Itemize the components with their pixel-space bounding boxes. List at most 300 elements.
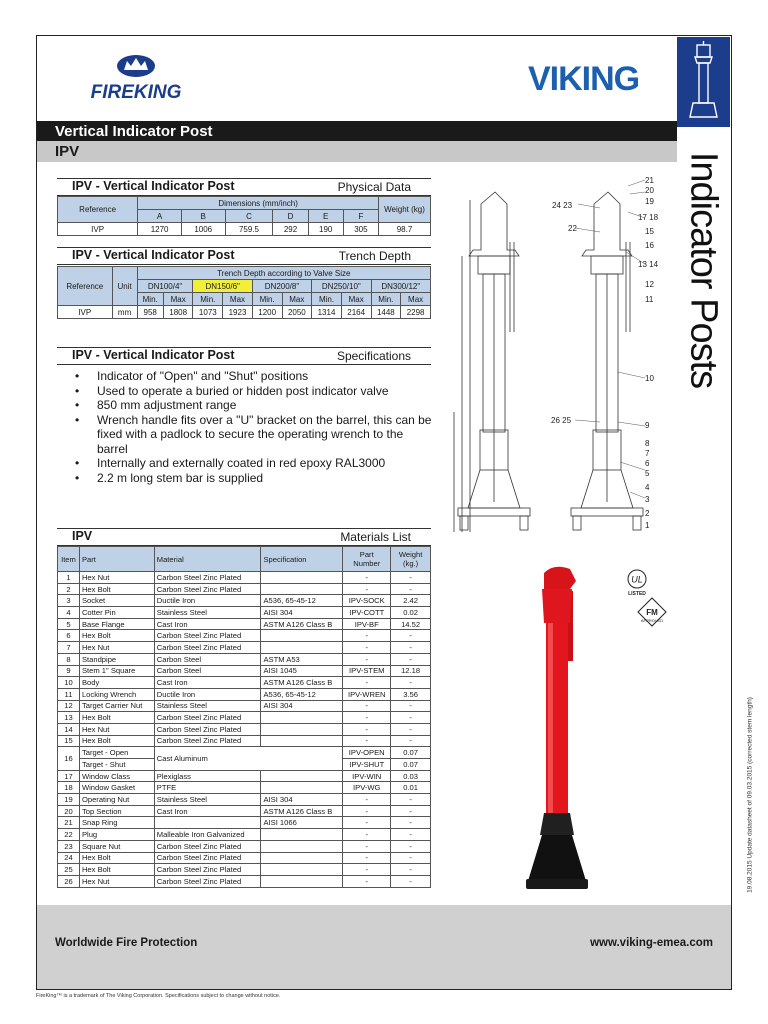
cell: mm <box>112 306 137 319</box>
cell: - <box>391 712 431 724</box>
trench-depth-header <box>57 247 431 265</box>
col-d: D <box>273 210 308 223</box>
cell: ASTM A126 Class B <box>261 618 343 630</box>
cell: Cast Iron <box>154 618 261 630</box>
trademark-notice: FireKing™ is a trademark of The Viking Corporation. Specifications subject to change without notice. <box>36 993 281 999</box>
cell: - <box>343 712 391 724</box>
cell: Cast Iron <box>154 677 261 689</box>
cell: 305 <box>343 223 378 236</box>
cell: Carbon Steel <box>154 653 261 665</box>
col-min: Min. <box>252 293 282 306</box>
physical-data-title: IPV - Vertical Indicator Post <box>72 179 235 193</box>
svg-text:13 14: 13 14 <box>638 260 659 269</box>
cell: IPV-COTT <box>343 607 391 619</box>
col-weight: Weight (kg) <box>379 197 431 223</box>
cell <box>261 770 343 782</box>
cell: Carbon Steel Zinc Plated <box>154 852 261 864</box>
table-row <box>58 583 431 595</box>
cell: 1200 <box>252 306 282 319</box>
cell: - <box>391 700 431 712</box>
cell: 190 <box>308 223 343 236</box>
revision-note: 19.08.2015 Update datasheet of 09.03.2015 (corrected stem length) <box>746 697 754 893</box>
cell: 19 <box>58 794 80 806</box>
cell: 1314 <box>312 306 342 319</box>
table-row <box>58 630 431 642</box>
col-e: E <box>308 210 343 223</box>
cell: - <box>343 829 391 841</box>
cell: 4 <box>58 607 80 619</box>
col-part-number: Part Number <box>343 547 391 572</box>
materials-title: IPV <box>72 529 93 543</box>
table-row <box>58 700 431 712</box>
cell: - <box>391 817 431 829</box>
cell: IPV-OPEN <box>343 747 391 759</box>
cell: 12 <box>58 700 80 712</box>
table-row <box>58 782 431 794</box>
cell: 21 <box>58 817 80 829</box>
trench-depth-label: Trench Depth <box>338 249 411 263</box>
cell: - <box>391 852 431 864</box>
cell: IPV-SHUT <box>343 759 391 771</box>
table-row <box>58 840 431 852</box>
list-item: • 850 mm adjustment range <box>75 398 435 413</box>
materials-header <box>57 528 431 546</box>
cell: IPV-SOCK <box>343 595 391 607</box>
cell: Snap Ring <box>79 817 154 829</box>
col-c: C <box>225 210 273 223</box>
cell: Stainless Steel <box>154 700 261 712</box>
specifications-header <box>57 347 431 365</box>
col-material: Material <box>154 547 261 572</box>
col-dn100: DN100/4" <box>137 280 193 293</box>
cell: - <box>343 805 391 817</box>
viking-logo <box>528 58 676 98</box>
materials-label: Materials List <box>340 530 411 544</box>
cell: Hex Nut <box>79 723 154 735</box>
cell <box>154 817 261 829</box>
col-dn200: DN200/8" <box>252 280 311 293</box>
svg-text:UL: UL <box>631 574 643 585</box>
col-dimensions: Dimensions (mm/inch) <box>138 197 379 210</box>
cell: 26 <box>58 875 80 887</box>
cell: IPV-BF <box>343 618 391 630</box>
footer-website-link[interactable]: www.viking-emea.com <box>590 937 713 949</box>
table-row <box>58 223 431 236</box>
product-photo <box>518 563 610 895</box>
cell: Carbon Steel Zinc Plated <box>154 875 261 887</box>
cell: 292 <box>273 223 308 236</box>
cell: Malleable Iron Galvanized <box>154 829 261 841</box>
cell: Stem 1" Square <box>79 665 154 677</box>
cell <box>261 840 343 852</box>
cell: A536, 65-45-12 <box>261 595 343 607</box>
footer-tagline: Worldwide Fire Protection <box>55 937 198 949</box>
cell: - <box>391 723 431 735</box>
cell: IPV-WIN <box>343 770 391 782</box>
cell: - <box>391 653 431 665</box>
cell: Carbon Steel Zinc Plated <box>154 712 261 724</box>
cell: IPV-WREN <box>343 688 391 700</box>
cell <box>261 852 343 864</box>
table-row <box>58 829 431 841</box>
cell: Base Flange <box>79 618 154 630</box>
cell: Ductile Iron <box>154 688 261 700</box>
cell: 12.18 <box>391 665 431 677</box>
svg-text:1: 1 <box>645 521 650 530</box>
cell: AISI 1045 <box>261 665 343 677</box>
cell: 3.56 <box>391 688 431 700</box>
cell: - <box>343 735 391 747</box>
col-weight: Weight (kg.) <box>391 547 431 572</box>
cell: 23 <box>58 840 80 852</box>
cell: Cast Iron <box>154 805 261 817</box>
col-trench-group: Trench Depth according to Valve Size <box>137 267 430 280</box>
cell: - <box>391 572 431 584</box>
table-row <box>58 794 431 806</box>
cell: 20 <box>58 805 80 817</box>
cell: - <box>343 723 391 735</box>
trench-depth-table <box>57 266 431 319</box>
cell: 22 <box>58 829 80 841</box>
cell: - <box>391 805 431 817</box>
cell: Carbon Steel Zinc Plated <box>154 642 261 654</box>
indicator-post-icon <box>677 37 730 127</box>
cell: 1808 <box>163 306 193 319</box>
cell: 5 <box>58 618 80 630</box>
cell <box>261 572 343 584</box>
cell: 98.7 <box>379 223 431 236</box>
cell: 2164 <box>341 306 371 319</box>
cell: 1073 <box>193 306 223 319</box>
list-item: • Used to operate a buried or hidden post indicator valve <box>75 384 435 399</box>
cell: 2298 <box>401 306 431 319</box>
cell: - <box>343 794 391 806</box>
svg-text:16: 16 <box>645 241 654 250</box>
table-row <box>58 817 431 829</box>
cell: Square Nut <box>79 840 154 852</box>
cell: - <box>343 642 391 654</box>
cell <box>261 723 343 735</box>
svg-text:11: 11 <box>645 295 654 304</box>
cell: 1006 <box>181 223 225 236</box>
cell: Stainless Steel <box>154 794 261 806</box>
cell: AISI 1066 <box>261 817 343 829</box>
cell: Carbon Steel <box>154 665 261 677</box>
cell: Hex Bolt <box>79 852 154 864</box>
cell: IPV-STEM <box>343 665 391 677</box>
cell: 18 <box>58 782 80 794</box>
cell: 0.02 <box>391 607 431 619</box>
materials-table <box>57 546 431 888</box>
page-subtitle: IPV <box>37 141 677 162</box>
cell: - <box>343 700 391 712</box>
cell: - <box>343 583 391 595</box>
cell <box>261 735 343 747</box>
cell: 3 <box>58 595 80 607</box>
table-row <box>58 653 431 665</box>
col-min: Min. <box>312 293 342 306</box>
cell: 14 <box>58 723 80 735</box>
cell: Carbon Steel Zinc Plated <box>154 723 261 735</box>
table-row <box>58 875 431 887</box>
side-title: Indicator Posts <box>682 151 725 389</box>
physical-data-table <box>57 196 431 236</box>
col-max: Max <box>341 293 371 306</box>
svg-text:8: 8 <box>645 439 650 448</box>
cell: 7 <box>58 642 80 654</box>
col-specification: Specification <box>261 547 343 572</box>
cell: 0.07 <box>391 747 431 759</box>
col-dn150: DN150/6" <box>193 280 252 293</box>
cell: - <box>343 653 391 665</box>
cell: IPV-WG <box>343 782 391 794</box>
cell: AISI 304 <box>261 700 343 712</box>
col-min: Min. <box>193 293 223 306</box>
cell: Carbon Steel Zinc Plated <box>154 864 261 876</box>
cell: 958 <box>137 306 163 319</box>
cell: Hex Bolt <box>79 735 154 747</box>
cell: 0.07 <box>391 759 431 771</box>
svg-text:15: 15 <box>645 227 654 236</box>
cell: 2 <box>58 583 80 595</box>
svg-text:3: 3 <box>645 495 650 504</box>
table-row <box>58 747 431 759</box>
fm-approved-icon <box>636 596 668 630</box>
table-row <box>58 770 431 782</box>
list-item: • Indicator of "Open" and "Shut" positions <box>75 369 435 384</box>
table-row <box>58 665 431 677</box>
svg-text:26 25: 26 25 <box>551 416 572 425</box>
specifications-list <box>75 369 435 485</box>
cell: Operating Nut <box>79 794 154 806</box>
cell: - <box>343 864 391 876</box>
cell: 1448 <box>371 306 401 319</box>
cell: 0.03 <box>391 770 431 782</box>
cell: - <box>343 840 391 852</box>
cell: Stainless Steel <box>154 607 261 619</box>
cell: Target - Open <box>79 747 154 759</box>
cell: IVP <box>58 223 138 236</box>
table-row <box>58 677 431 689</box>
table-row <box>58 607 431 619</box>
svg-text:12: 12 <box>645 280 654 289</box>
cell: - <box>343 677 391 689</box>
cell: Hex Nut <box>79 875 154 887</box>
col-min: Min. <box>137 293 163 306</box>
svg-text:APPROVED: APPROVED <box>640 618 664 623</box>
cell: Ductile Iron <box>154 595 261 607</box>
list-item: • Wrench handle fits over a "U" bracket on the barrel, this can be fixed with a padlock to secure the operating wrench to the barrel <box>75 413 435 457</box>
cell: Socket <box>79 595 154 607</box>
cell: AISI 304 <box>261 607 343 619</box>
cell: - <box>391 829 431 841</box>
svg-text:FIREKING: FIREKING <box>90 82 182 102</box>
cell: ASTM A126 Class B <box>261 677 343 689</box>
cell: 25 <box>58 864 80 876</box>
cell: - <box>343 817 391 829</box>
cell: - <box>391 864 431 876</box>
cell: 9 <box>58 665 80 677</box>
cell: 11 <box>58 688 80 700</box>
svg-text:19: 19 <box>645 197 654 206</box>
cell: - <box>343 630 391 642</box>
cell: Body <box>79 677 154 689</box>
cell <box>261 583 343 595</box>
fireking-logo <box>73 52 199 102</box>
ul-listed-icon <box>622 568 652 596</box>
cell: Carbon Steel Zinc Plated <box>154 840 261 852</box>
cell: 17 <box>58 770 80 782</box>
cell: 1 <box>58 572 80 584</box>
col-reference: Reference <box>58 267 113 306</box>
cell <box>261 829 343 841</box>
col-reference: Reference <box>58 197 138 223</box>
svg-text:FM: FM <box>646 608 658 617</box>
cell: 10 <box>58 677 80 689</box>
side-tab <box>677 37 730 127</box>
cell: Carbon Steel Zinc Plated <box>154 583 261 595</box>
cell: Window Gasket <box>79 782 154 794</box>
cell: Hex Bolt <box>79 712 154 724</box>
table-row <box>58 595 431 607</box>
cell: 8 <box>58 653 80 665</box>
cell: Hex Bolt <box>79 583 154 595</box>
cell <box>261 642 343 654</box>
table-row <box>58 723 431 735</box>
svg-text:24 23: 24 23 <box>552 201 573 210</box>
svg-text:4: 4 <box>645 483 650 492</box>
cell: - <box>391 840 431 852</box>
cell: Carbon Steel Zinc Plated <box>154 630 261 642</box>
cell: Locking Wrench <box>79 688 154 700</box>
table-row <box>58 712 431 724</box>
col-a: A <box>138 210 182 223</box>
cell: AISI 304 <box>261 794 343 806</box>
cell: Hex Nut <box>79 642 154 654</box>
cell: ASTM A126 Class B <box>261 805 343 817</box>
table-row <box>58 618 431 630</box>
table-row <box>58 642 431 654</box>
cell: - <box>391 677 431 689</box>
col-max: Max <box>282 293 312 306</box>
cell: 2.42 <box>391 595 431 607</box>
table-row <box>58 805 431 817</box>
list-item: • Internally and externally coated in red epoxy RAL3000 <box>75 456 435 471</box>
table-row <box>58 688 431 700</box>
svg-text:7: 7 <box>645 449 650 458</box>
cell: Top Section <box>79 805 154 817</box>
cell: ASTM A53 <box>261 653 343 665</box>
cell <box>261 875 343 887</box>
cell <box>261 782 343 794</box>
cell: Carbon Steel Zinc Plated <box>154 572 261 584</box>
cell: PTFE <box>154 782 261 794</box>
cell: 16 <box>58 747 80 770</box>
cell: Standpipe <box>79 653 154 665</box>
svg-text:22: 22 <box>568 224 577 233</box>
svg-text:VIKING: VIKING <box>528 60 640 98</box>
cell: 759.5 <box>225 223 273 236</box>
cell: - <box>343 852 391 864</box>
cell: 13 <box>58 712 80 724</box>
cell: Hex Nut <box>79 572 154 584</box>
cell: 1270 <box>138 223 182 236</box>
cell: - <box>391 642 431 654</box>
cell: IVP <box>58 306 113 319</box>
cell: Carbon Steel Zinc Plated <box>154 735 261 747</box>
col-dn300: DN300/12" <box>371 280 430 293</box>
svg-text:9: 9 <box>645 421 650 430</box>
table-row <box>58 735 431 747</box>
cell <box>261 864 343 876</box>
col-part: Part <box>79 547 154 572</box>
col-item: Item <box>58 547 80 572</box>
cell: - <box>391 583 431 595</box>
cell: Plexiglass <box>154 770 261 782</box>
svg-text:6: 6 <box>645 459 650 468</box>
svg-text:2: 2 <box>645 509 650 518</box>
list-item: • 2.2 m long stem bar is supplied <box>75 471 435 486</box>
cell: Hex Bolt <box>79 630 154 642</box>
trench-depth-title: IPV - Vertical Indicator Post <box>72 248 235 262</box>
cell: - <box>343 875 391 887</box>
svg-text:17 18: 17 18 <box>638 213 659 222</box>
cell: 1923 <box>223 306 253 319</box>
svg-text:10: 10 <box>645 374 654 383</box>
col-f: F <box>343 210 378 223</box>
cell: - <box>391 794 431 806</box>
cell: 14.52 <box>391 618 431 630</box>
cell: Plug <box>79 829 154 841</box>
cell <box>261 712 343 724</box>
cell: - <box>391 735 431 747</box>
cell: - <box>391 875 431 887</box>
cell: - <box>343 572 391 584</box>
cell: - <box>391 630 431 642</box>
cell: Cotter Pin <box>79 607 154 619</box>
cell: 2050 <box>282 306 312 319</box>
table-row <box>58 852 431 864</box>
col-max: Max <box>401 293 431 306</box>
cell <box>261 630 343 642</box>
svg-text:20: 20 <box>645 186 654 195</box>
specifications-label: Specifications <box>336 349 411 363</box>
cell: Target - Shut <box>79 759 154 771</box>
col-unit: Unit <box>112 267 137 306</box>
cell: 0.01 <box>391 782 431 794</box>
table-row <box>58 864 431 876</box>
col-b: B <box>181 210 225 223</box>
cell: A536, 65-45-12 <box>261 688 343 700</box>
cell: 6 <box>58 630 80 642</box>
table-row <box>58 306 431 319</box>
col-dn250: DN250/10" <box>312 280 371 293</box>
physical-data-header <box>57 178 431 196</box>
table-row <box>58 572 431 584</box>
cell: Hex Bolt <box>79 864 154 876</box>
cell: Window Class <box>79 770 154 782</box>
col-max: Max <box>163 293 193 306</box>
cell: 15 <box>58 735 80 747</box>
specifications-title: IPV - Vertical Indicator Post <box>72 348 235 362</box>
technical-drawing <box>440 172 670 547</box>
svg-text:LISTED: LISTED <box>628 591 646 596</box>
page-title: Vertical Indicator Post <box>37 121 677 141</box>
svg-text:5: 5 <box>645 469 650 478</box>
svg-text:21: 21 <box>645 176 654 185</box>
physical-data-label: Physical Data <box>337 180 411 194</box>
cell: Target Carrier Nut <box>79 700 154 712</box>
